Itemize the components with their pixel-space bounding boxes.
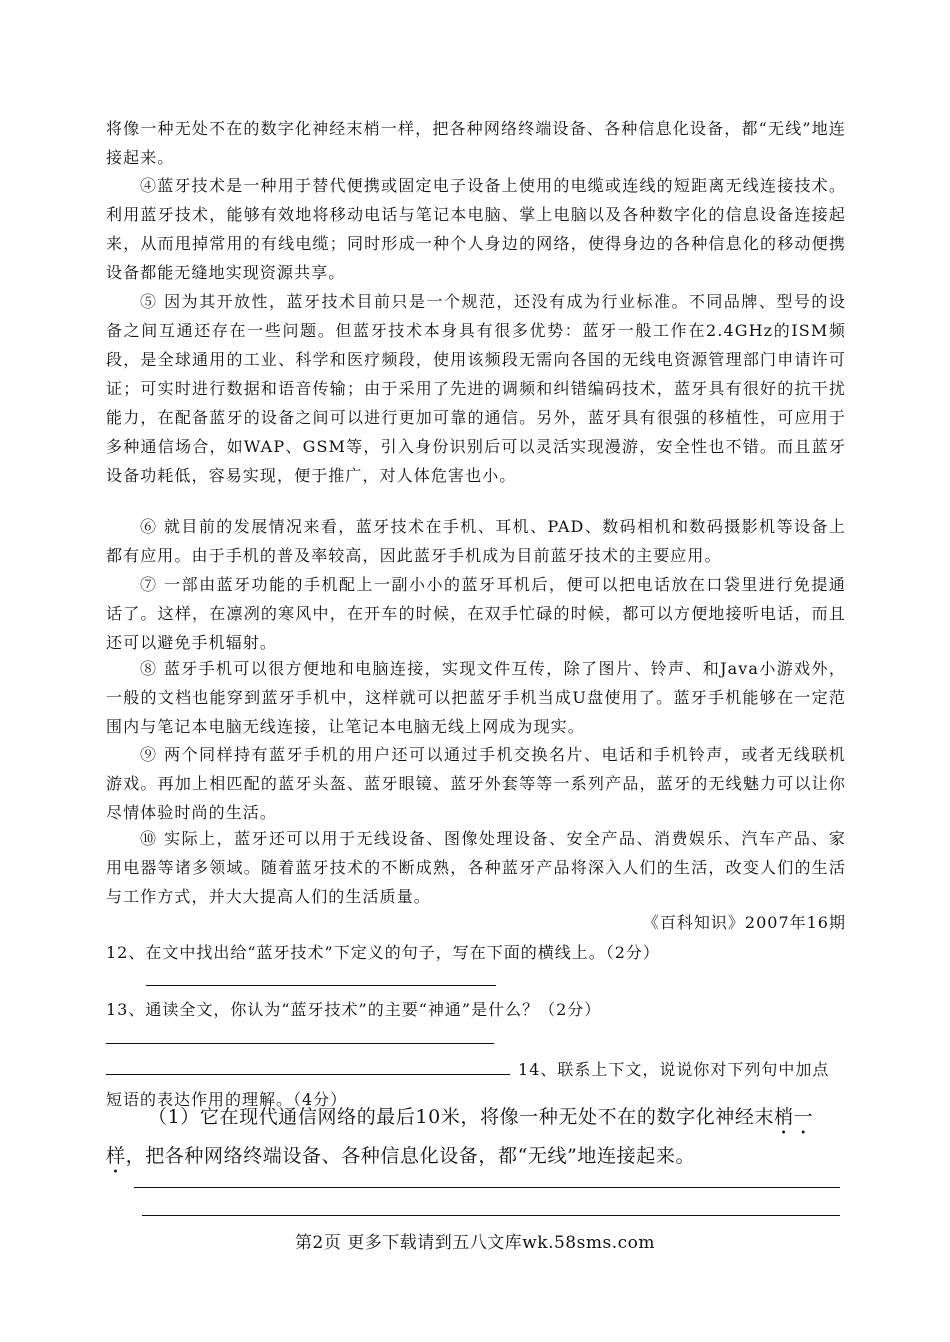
paragraph-5: ⑤ 因为其开放性，蓝牙技术目前只是一个规范，还没有成为行业标准。不同品牌、型号的设备之间互通还存在一些问题。但蓝牙技术本身具有很多优势：蓝牙一般工作在2.4GHz的ISM频段，是全球通用的工业、科学和医疗频段，使用该频段无需向各国的无线电资源管理部门申请许可证；可实时进行数据和语音传输；由于采用了先进的调频和纠错编码技术，蓝牙具有很好的抗干扰能力，在配备蓝牙的设备之间可以进行更加可靠的通信。另外，蓝牙具有很强的移植性，可应用于多种通信场合，如WAP、GSM等，引入身份识别后可以灵活实现漫游，安全性也不错。而且蓝牙设备功耗低，容易实现，便于推广，对人体危害也小。 <box>106 292 846 485</box>
paragraph-8: ⑧ 蓝牙手机可以很方便地和电脑连接，实现文件互传，除了图片、铃声、和Java小游戏外，一般的文档也能穿到蓝牙手机中，这样就可以把蓝牙手机当成U盘使用了。蓝牙手机能够在一定范围内与笔记本电脑无线连接，让笔记本电脑无线上网成为现实。 <box>106 659 846 736</box>
paragraph-4: ④蓝牙技术是一种用于替代便携或固定电子设备上使用的电缆或连线的短距离无线连接技术。利用蓝牙技术，能够有效地将移动电话与笔记本电脑、掌上电脑以及各种数字化的信息设备连接起来，从而甩掉常用的有线电缆；同时形成一种个人身边的网络，使得身边的各种信息化的移动便携设备都能无缝地实现资源共享。 <box>106 176 846 282</box>
paragraph-continued: 将像一种无处不在的数字化神经末梢一样，把各种网络终端设备、各种信息化设备，都“无线”地连接起来。 <box>106 119 846 167</box>
dotted-phrase-1: 梢 <box>774 1106 794 1128</box>
question-12: 12、在文中找出给“蓝牙技术”下定义的句子，写在下面的横线上。（2分） <box>106 943 660 962</box>
answer-line-13a[interactable] <box>106 1043 494 1044</box>
paragraph-7: ⑦ 一部由蓝牙功能的手机配上一副小小的蓝牙耳机后，便可以把电话放在口袋里进行免提通话了。这样，在凛冽的寒风中，在开车的时候，在双手忙碌的时候，都可以方便地接听电话，而且还可以避免手机辐射。 <box>106 575 846 652</box>
answer-line-14b[interactable] <box>142 1215 840 1216</box>
answer-line-14a[interactable] <box>134 1187 840 1188</box>
paragraph-9: ⑨ 两个同样持有蓝牙手机的用户还可以通过手机交换名片、电话和手机铃声，或者无线联机游戏。再加上相匹配的蓝牙头盔、蓝牙眼镜、蓝牙外套等等一系列产品，蓝牙的无线魅力可以让你尽情体验时尚的生活。 <box>106 745 846 822</box>
question-13: 13、通读全文，你认为“蓝牙技术”的主要“神通”是什么？（2分） <box>106 1000 602 1019</box>
quote-text-b: ，把各种网络终端设备、各种信息化设备，都“无线”地连接起来。 <box>125 1145 696 1167</box>
page-footer: 第2页 更多下载请到五八文库wk.58sms.com <box>295 1233 655 1253</box>
question-14-quote <box>106 1100 846 1178</box>
paragraph-6: ⑥ 就目前的发展情况来看，蓝牙技术在手机、耳机、PAD、数码相机和数码摄影机等设备上都有应用。由于手机的普及率较高，因此蓝牙手机成为目前蓝牙技术的主要应用。 <box>106 517 846 565</box>
paragraph-10: ⑩ 实际上，蓝牙还可以用于无线设备、图像处理设备、安全产品、消费娱乐、汽车产品、家用电器等诸多领域。随着蓝牙技术的不断成熟，各种蓝牙产品将深入人们的生活，改变人们的生活与工作方式，并大大提高人们的生活质量。 <box>106 829 846 906</box>
quote-text-a: （1）它在现代通信网络的最后10米，将像一种无处不在的数字化神经末 <box>148 1106 775 1128</box>
dotted-phrase-2: 一样 <box>106 1106 814 1167</box>
article-source: 《百科知识》2007年16期 <box>642 913 846 932</box>
answer-line-12[interactable] <box>146 985 496 986</box>
answer-line-13b[interactable] <box>106 1052 510 1075</box>
question-14: 14、联系上下文，说说你对下列句中加点短语的表达作用的理解。（4分） <box>106 1060 830 1109</box>
